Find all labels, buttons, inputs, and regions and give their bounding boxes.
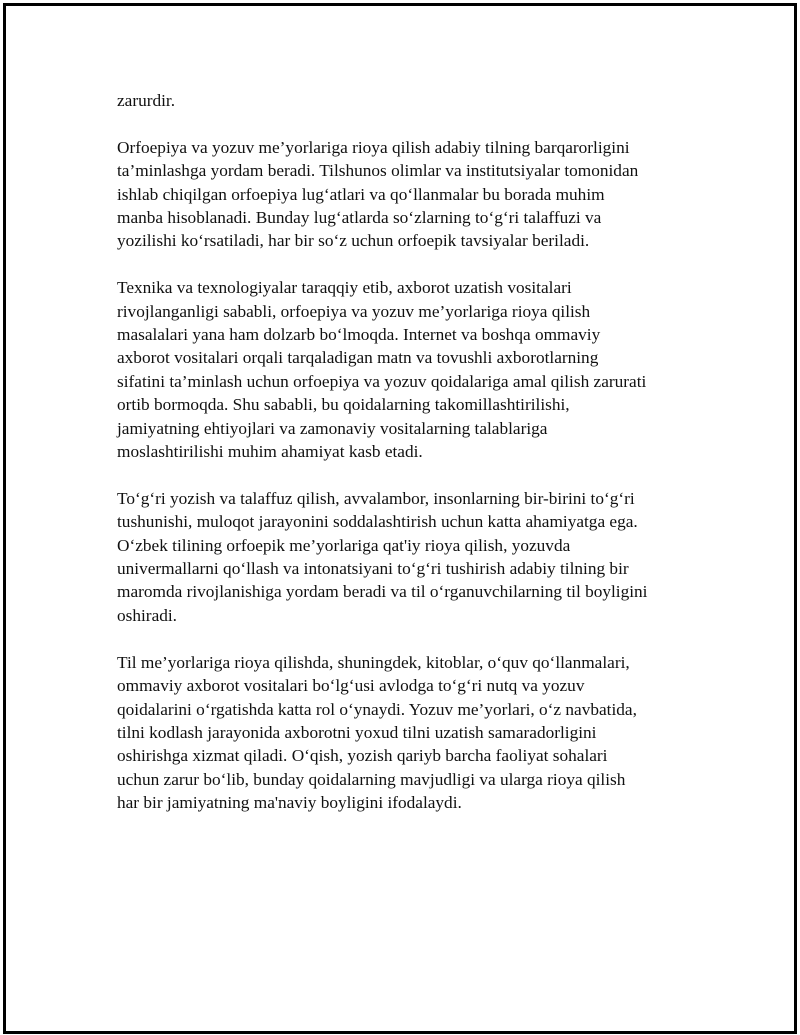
paragraph [117, 136, 697, 253]
text-line: oshirishga xizmat qiladi. O‘qish, yozish qariyb barcha faoliyat sohalari [117, 746, 608, 766]
text-line: rivojlanganligi sababli, orfoepiya va yozuv me’yorlariga rioya qilish [117, 301, 591, 321]
text-line: sifatini ta’minlash uchun orfoepiya va yozuv qoidalariga amal qilish zarurati [117, 371, 647, 391]
text-line: univermallarni qo‘llash va intonatsiyani to‘g‘ri tushirish adabiy tilning bir [117, 559, 629, 579]
paragraph [117, 487, 697, 627]
text-line: masalalari yana ham dolzarb bo‘lmoqda. Internet va boshqa ommaviy [117, 325, 601, 345]
text-line: zarurdir. [117, 91, 176, 110]
text-line: ishlab chiqilgan orfoepiya lug‘atlari va qo‘llanmalar bu borada muhim [117, 184, 605, 204]
text-line: axborot vositalari orqali tarqaladigan matn va tovushli axborotlarning [117, 348, 599, 368]
paragraph [117, 651, 697, 815]
text-line: uchun zarur bo‘lib, bunday qoidalarning mavjudligi va ularga rioya qilish [117, 769, 626, 789]
text-line: har bir jamiyatning ma'naviy boyligini ifodalaydi. [117, 793, 462, 813]
text-line: tilni kodlash jarayonida axborotni yoxud tilni uzatish samaradorligini [117, 722, 597, 742]
text-line: ommaviy axborot vositalari bo‘lg‘usi avlodga to‘g‘ri nutq va yozuv [117, 676, 585, 696]
document-body [117, 89, 697, 815]
text-line: moslashtirilishi muhim ahamiyat kasb etadi. [117, 442, 423, 462]
text-line: tushunishi, muloqot jarayonini soddalashtirish uchun katta ahamiyatga ega. [117, 512, 638, 532]
paragraph [117, 89, 697, 112]
text-line: ortib bormoqda. Shu sababli, bu qoidalarning takomillashtirilishi, [117, 395, 570, 415]
paragraph [117, 276, 697, 463]
text-line: oshiradi. [117, 605, 177, 625]
text-line: manba hisoblanadi. Bunday lug‘atlarda so‘zlarning to‘g‘ri talaffuzi va [117, 208, 602, 228]
text-line: To‘g‘ri yozish va talaffuz qilish, avvalambor, insonlarning bir-birini to‘g‘ri [117, 488, 635, 508]
text-line: Orfoepiya va yozuv me’yorlariga rioya qilish adabiy tilning barqarorligini [117, 137, 630, 157]
text-line: Texnika va texnologiyalar taraqqiy etib, axborot uzatish vositalari [117, 278, 572, 298]
text-line: yozilishi ko‘rsatiladi, har bir so‘z uchun orfoepik tavsiyalar beriladi. [117, 231, 590, 251]
text-line: Til me’yorlariga rioya qilishda, shuningdek, kitoblar, o‘quv qo‘llanmalari, [117, 652, 630, 672]
text-line: maromda rivojlanishiga yordam beradi va til o‘rganuvchilarning til boyligini [117, 582, 648, 602]
text-line: jamiyatning ehtiyojlari va zamonaviy vositalarning talablariga [117, 418, 548, 438]
text-line: O‘zbek tilining orfoepik me’yorlariga qat'iy rioya qilish, yozuvda [117, 535, 571, 555]
text-line: qoidalarini o‘rgatishda katta rol o‘ynaydi. Yozuv me’yorlari, o‘z navbatida, [117, 699, 637, 719]
text-line: ta’minlashga yordam beradi. Tilshunos olimlar va institutsiyalar tomonidan [117, 161, 639, 181]
